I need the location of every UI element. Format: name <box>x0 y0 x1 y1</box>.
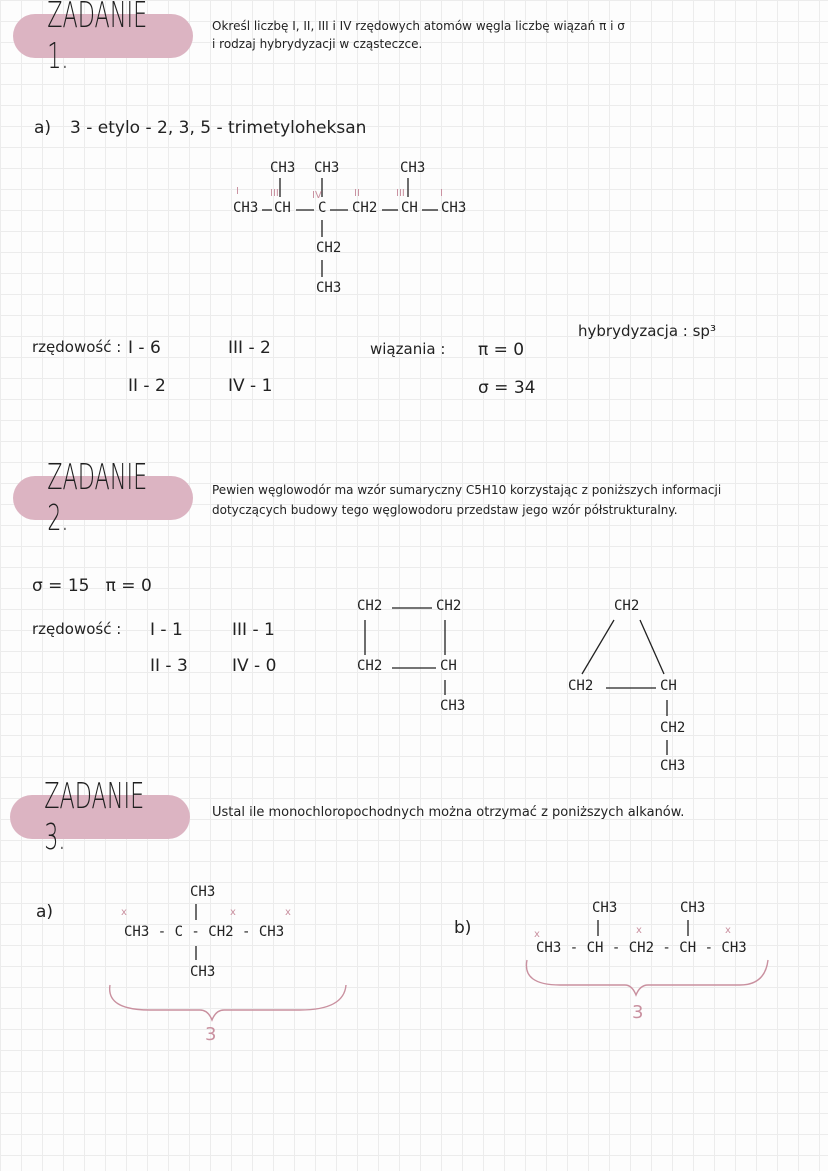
zadanie-1-task-line2: i rodzaj hybrydyzacji w cząsteczce. <box>212 37 423 51</box>
order-mark-c3: IV <box>312 190 322 201</box>
ring2-sub1: CH2 <box>660 720 686 736</box>
rzedowosc-1-IV: IV - 1 <box>228 376 273 396</box>
rzedowosc-2-IV: IV - 0 <box>232 656 277 676</box>
ring2-sub2: CH3 <box>660 758 686 774</box>
mark-3b-3: x <box>725 925 731 936</box>
mark-3a-2: x <box>230 907 236 918</box>
answer-3b: 3 <box>632 1002 644 1023</box>
mark-3b-2: x <box>636 925 642 936</box>
chain-c5: CH <box>401 200 418 216</box>
sub-ch3-2: CH3 <box>314 160 340 176</box>
chain-c2: CH <box>274 200 291 216</box>
order-mark-c1: I <box>236 186 239 197</box>
chain-c6: CH3 <box>441 200 467 216</box>
compound-name: 3 - etylo - 2, 3, 5 - trimetyloheksan <box>70 118 367 138</box>
zadanie-2-task-line2: dotyczących budowy tego węglowodoru przedstaw jego wzór półstrukturalny. <box>212 503 678 517</box>
ring1-sub: CH3 <box>440 698 466 714</box>
zadanie-3-title: ZADANIE 3. <box>44 776 145 858</box>
ring2-top: CH2 <box>614 598 640 614</box>
branch-ch3: CH3 <box>316 280 342 296</box>
ring1-tr: CH2 <box>436 598 462 614</box>
rzedowosc-label-1: rzędowość : <box>32 338 122 356</box>
zadanie-2-task-line1: Pewien węglowodór ma wzór sumaryczny C5H10 korzystając z poniższych informacji <box>212 483 722 497</box>
zadanie-1-task-line1: Określ liczbę I, II, III i IV rzędowych atomów węgla liczbę wiązań π i σ <box>212 19 625 33</box>
brace-3b <box>526 960 768 995</box>
zadanie-1-title: ZADANIE 1. <box>47 0 148 77</box>
order-mark-c2: III <box>270 188 279 199</box>
part-3a-chain: CH3 - C - CH2 - CH3 <box>124 924 285 940</box>
mark-3b-1: x <box>534 929 540 940</box>
hybrydyzacja: hybrydyzacja : sp³ <box>578 322 716 340</box>
chain-c4: CH2 <box>352 200 378 216</box>
ring2-br: CH <box>660 678 677 694</box>
sigma-pi-2: σ = 15 π = 0 <box>32 576 152 596</box>
part-3b-label: b) <box>454 918 472 938</box>
rzedowosc-2-I: I - 1 <box>150 620 183 640</box>
ring1-tl: CH2 <box>357 598 383 614</box>
answer-3a: 3 <box>205 1024 217 1045</box>
branch-ch2: CH2 <box>316 240 342 256</box>
ring2-bl: CH2 <box>568 678 594 694</box>
rzedowosc-1-II: II - 2 <box>128 376 166 396</box>
mark-3a-1: x <box>121 907 127 918</box>
ring1-bl: CH2 <box>357 658 383 674</box>
order-mark-c4: II <box>354 188 360 199</box>
part-3b-chain: CH3 - CH - CH2 - CH - CH3 <box>536 940 747 956</box>
rzedowosc-1-I: I - 6 <box>128 338 161 358</box>
part-3b-top1: CH3 <box>592 900 618 916</box>
sub-ch3-1: CH3 <box>270 160 296 176</box>
order-mark-c5: III <box>396 188 405 199</box>
part-3a-label: a) <box>36 902 54 922</box>
ring1-br: CH <box>440 658 457 674</box>
chain-c3: C <box>318 200 327 216</box>
part-3a-bottom: CH3 <box>190 964 216 980</box>
rzedowosc-2-II: II - 3 <box>150 656 188 676</box>
part-3b-top2: CH3 <box>680 900 706 916</box>
sigma-bonds-1: σ = 34 <box>478 378 536 398</box>
wiazania-label: wiązania : <box>370 340 446 358</box>
zadanie-2-title: ZADANIE 2. <box>47 457 148 539</box>
rzedowosc-label-2: rzędowość : <box>32 620 122 638</box>
sub-ch3-3: CH3 <box>400 160 426 176</box>
rzedowosc-2-III: III - 1 <box>232 620 275 640</box>
rzedowosc-1-III: III - 2 <box>228 338 271 358</box>
pi-bonds-1: π = 0 <box>478 340 525 360</box>
part-a-label: a) <box>34 118 52 138</box>
order-mark-c6: I <box>440 188 443 199</box>
chain-c1: CH3 <box>233 200 259 216</box>
part-3a-top: CH3 <box>190 884 216 900</box>
mark-3a-3: x <box>285 907 291 918</box>
zadanie-3-task: Ustal ile monochloropochodnych można otrzymać z poniższych alkanów. <box>212 805 685 820</box>
